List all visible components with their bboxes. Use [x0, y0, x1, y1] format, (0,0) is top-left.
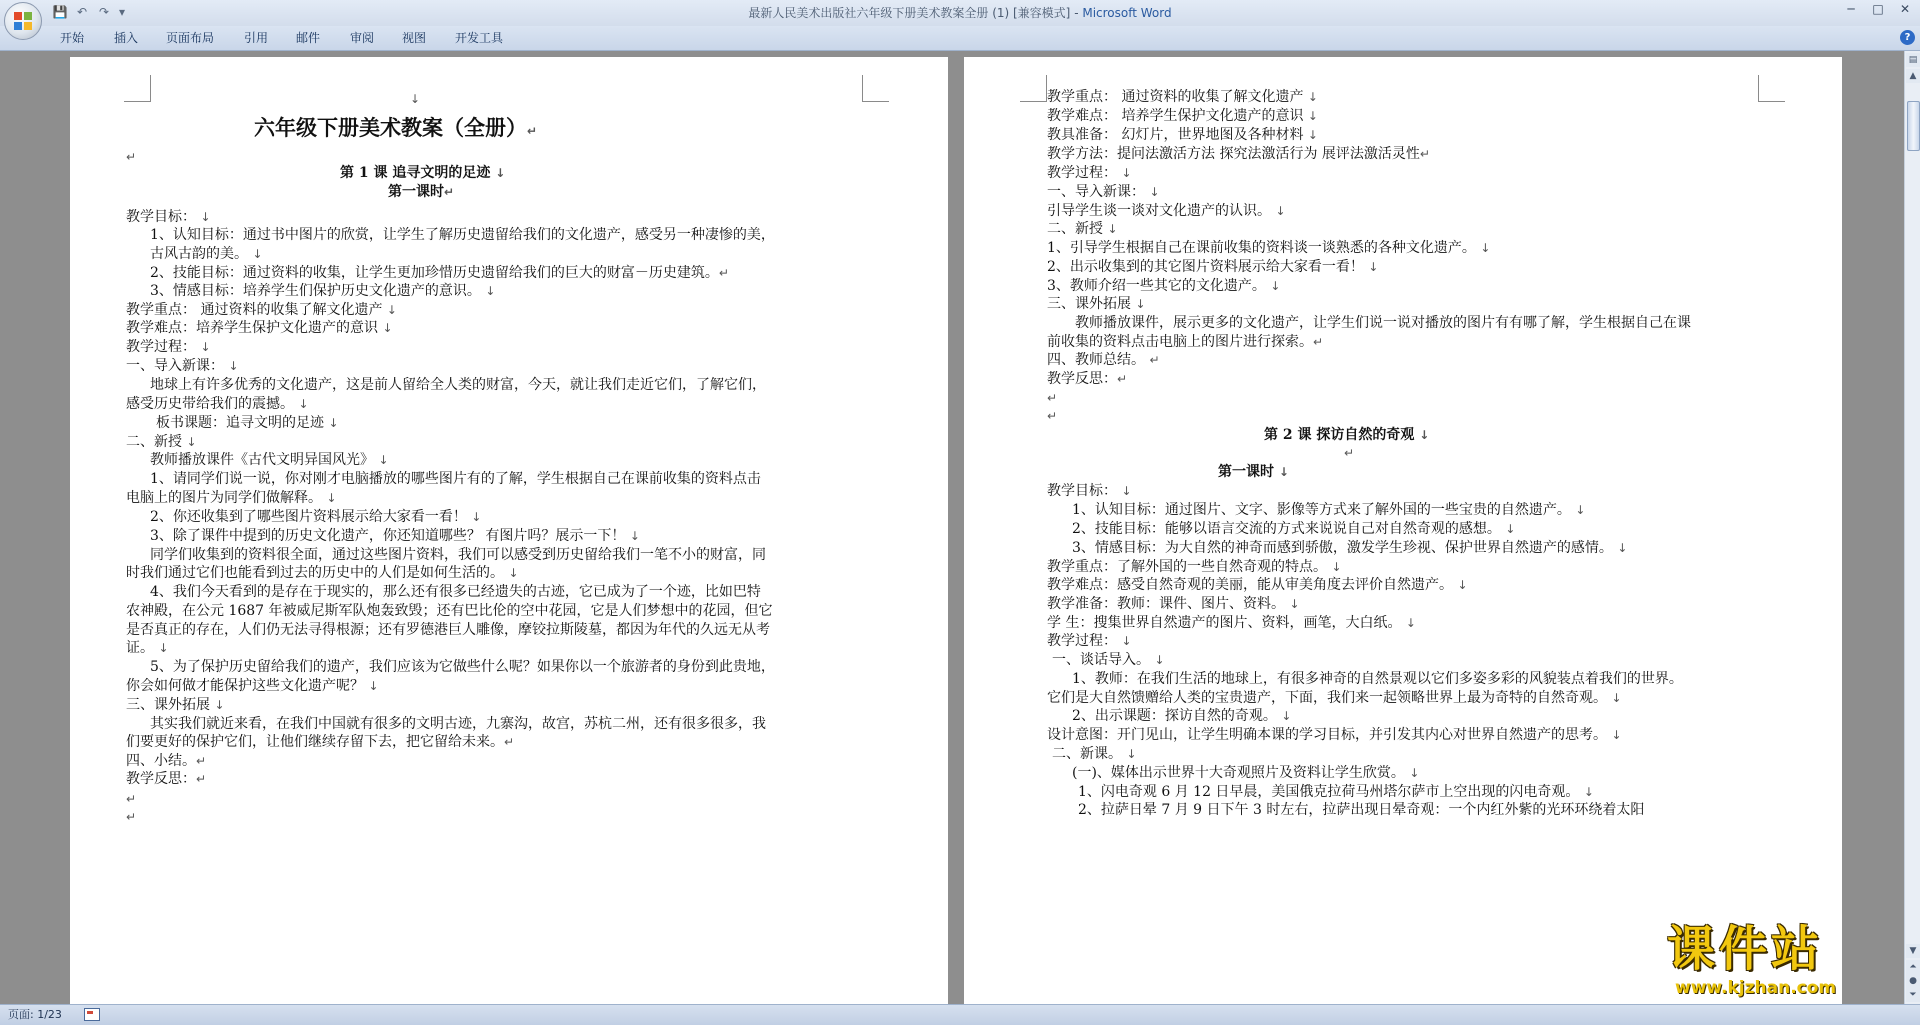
line-text: 六年级下册美术教案（全册）: [254, 115, 527, 140]
text-line[interactable]: [1047, 613, 1416, 633]
paragraph-mark-icon: ↓: [158, 641, 169, 655]
line-text: 5、为了保护历史留给我们的遗产，我们应该为它做些什么呢？如果你以一个旅游者的身份到此贵地，: [150, 659, 775, 675]
save-icon[interactable]: 💾: [52, 5, 68, 19]
text-line[interactable]: [1047, 688, 1622, 708]
text-line[interactable]: [1047, 350, 1160, 370]
title-bar: [0, 0, 1920, 26]
paragraph-mark-icon: ↓: [200, 210, 211, 224]
tab-home[interactable]: 开始: [60, 31, 85, 45]
line-text: 感受历史带给我们的震撼。: [126, 396, 299, 412]
text-line[interactable]: [1072, 519, 1515, 539]
paragraph-mark-icon: ↓: [1583, 785, 1594, 799]
text-line[interactable]: [126, 337, 211, 357]
line-text: 1、闪电奇观 6 月 12 日早晨，美国俄克拉荷马州塔尔萨市上空出现的闪电奇观。: [1078, 784, 1584, 800]
line-text: 它们是大自然馈赠给人类的宝贵遗产，下面，我们来一起领略世界上最为奇特的自然奇观。: [1047, 690, 1612, 706]
tab-references[interactable]: 引用: [244, 31, 269, 45]
text-line[interactable]: [150, 526, 640, 546]
help-icon[interactable]: ?: [1900, 30, 1915, 45]
paragraph-mark-icon: ↓: [1505, 522, 1516, 536]
paragraph-mark-icon: ↵: [1047, 409, 1058, 423]
text-line[interactable]: [126, 695, 225, 715]
paragraph-mark-icon: ↵: [1313, 335, 1324, 349]
office-logo-icon: [14, 12, 32, 30]
line-text: 1、请同学们说一说，你对刚才电脑播放的哪些图片有的了解，学生根据自己在课前收集的资料点击: [150, 471, 761, 487]
paragraph-mark-icon: ↓: [1480, 241, 1491, 255]
crop-mark: [1020, 75, 1047, 102]
window-title: [0, 0, 1920, 26]
paragraph-mark-icon: ↵: [196, 772, 207, 786]
line-text: 第一课时: [388, 184, 444, 200]
text-line[interactable]: [1047, 332, 1323, 352]
line-text: (一)、媒体出示世界十大奇观照片及资料让学生欣赏。: [1072, 765, 1410, 781]
text-line[interactable]: [1047, 575, 1468, 595]
text-line[interactable]: [1047, 631, 1132, 651]
text-line[interactable]: [1047, 201, 1286, 221]
line-text: 一、导入新课：: [1047, 184, 1150, 200]
paragraph-mark-icon: ↵: [1344, 446, 1355, 460]
line-text: 三、课外拓展: [1047, 296, 1136, 312]
text-line[interactable]: [126, 620, 770, 640]
text-line[interactable]: [1072, 669, 1683, 689]
text-line[interactable]: [126, 769, 206, 789]
paragraph-mark-icon: ↓: [378, 453, 389, 467]
paragraph-mark-icon: ↓: [629, 529, 640, 543]
customize-toolbar-icon[interactable]: ▾: [118, 5, 126, 19]
line-text: 学 生：搜集世界自然遗产的图片、资料，画笔，大白纸。: [1047, 615, 1406, 631]
text-line[interactable]: [1047, 276, 1280, 296]
text-line[interactable]: [126, 488, 337, 508]
paragraph-mark-icon: ↓: [1281, 709, 1292, 723]
text-line[interactable]: [1047, 294, 1146, 314]
text-line[interactable]: [1078, 782, 1594, 802]
paragraph-mark-icon: ↓: [1611, 728, 1622, 742]
undo-icon[interactable]: ↶: [76, 5, 88, 19]
text-line[interactable]: [126, 751, 206, 771]
line-text: 教学方法：提问法激活方法 探究法激活行为 展评法激活灵性: [1047, 146, 1420, 162]
text-line[interactable]: [1047, 87, 1318, 107]
scroll-thumb[interactable]: [1907, 101, 1920, 151]
text-line[interactable]: [126, 638, 169, 658]
line-text: 同学们收集到的资料很全面，通过这些图片资料，我们可以感受到历史留给我们一笔不小的财富，同: [150, 547, 766, 563]
line-text: 3、情感目标：为大自然的神奇而感到骄傲，激发学生珍视、保护世界自然遗产的感情。: [1072, 540, 1618, 556]
page-count-indicator[interactable]: 页面: 1/23: [8, 1008, 62, 1021]
paragraph-mark-icon: ↓: [1275, 204, 1286, 218]
vertical-scrollbar[interactable]: [1904, 51, 1920, 1004]
line-text: 3、教师介绍一些其它的文化遗产。: [1047, 278, 1271, 294]
paragraph-mark-icon: ↓: [1270, 279, 1281, 293]
text-line[interactable]: [126, 563, 519, 583]
minimize-button[interactable]: ─: [1847, 2, 1855, 16]
text-line[interactable]: [1344, 443, 1354, 463]
proofing-icon[interactable]: [84, 1008, 100, 1021]
line-text: 第 1 课 追寻文明的足迹: [340, 165, 496, 181]
paragraph-mark-icon: ↓: [495, 166, 506, 180]
paragraph-mark-icon: ↵: [527, 124, 538, 138]
paragraph-mark-icon: ↓: [1126, 747, 1137, 761]
paragraph-mark-icon: ↓: [1419, 428, 1430, 442]
text-line[interactable]: [1047, 725, 1622, 745]
line-text: 引导学生谈一谈对文化遗产的认识。: [1047, 203, 1276, 219]
line-text: 2、拉萨日晕 7 月 9 日下午 3 时左右，拉萨出现日晕奇观：一个内红外紫的光环环绕着太阳: [1078, 802, 1645, 818]
text-line[interactable]: [156, 413, 339, 433]
line-text: 第 2 课 探访自然的奇观: [1264, 427, 1420, 443]
line-text: 1、认知目标：通过图片、文字、影像等方式来了解外国的一些宝贵的自然遗产。: [1072, 502, 1576, 518]
previous-page-icon[interactable]: ⏶: [1906, 960, 1920, 974]
maximize-button[interactable]: □: [1872, 2, 1884, 16]
title-separator: -: [1070, 6, 1083, 20]
paragraph-mark-icon: ↓: [1154, 653, 1165, 667]
paragraph-mark-icon: ↓: [1611, 691, 1622, 705]
line-text: 板书课题：追寻文明的足迹: [156, 415, 329, 431]
paragraph-mark-icon: ↵: [1117, 372, 1128, 386]
scroll-up-icon[interactable]: ▲: [1906, 69, 1920, 83]
tab-mailings[interactable]: 邮件: [296, 31, 321, 45]
text-line[interactable]: [150, 263, 729, 283]
paragraph-mark-icon: ↵: [504, 735, 515, 749]
line-text: 教学过程：: [1047, 633, 1122, 649]
line-text: 教学反思：: [126, 771, 196, 787]
text-line[interactable]: [126, 807, 136, 827]
paragraph-mark-icon: ↓: [1409, 766, 1420, 780]
text-line[interactable]: [126, 300, 397, 320]
text-line[interactable]: [1218, 462, 1289, 482]
line-text: 教学过程：: [1047, 165, 1122, 181]
text-line[interactable]: [1047, 388, 1057, 408]
text-line[interactable]: [150, 507, 481, 527]
line-text: 3、情感目标：培养学生们保护历史文化遗产的意识。: [150, 283, 486, 299]
line-text: 电脑上的图片为同学们做解释。: [126, 490, 327, 506]
text-line[interactable]: [1047, 125, 1318, 145]
paragraph-mark-icon: ↓: [1307, 90, 1318, 104]
line-text: 是否真正的存在，人们仍无法寻得根源；还有罗德港巨人雕像，摩铰拉斯陵墓，都因为年代的久远无从考: [126, 622, 770, 638]
text-line[interactable]: [254, 113, 537, 146]
crop-mark: [124, 75, 151, 102]
paragraph-mark-icon: ↵: [1047, 391, 1058, 405]
text-line[interactable]: [340, 163, 505, 183]
line-text: 四、教师总结。: [1047, 352, 1150, 368]
paragraph-mark-icon: ↓: [200, 340, 211, 354]
paragraph-mark-icon: ↓: [328, 416, 339, 430]
paragraph-mark-icon: ↓: [471, 510, 482, 524]
paragraph-mark-icon: ↓: [368, 679, 379, 693]
line-text: 1、认知目标：通过书中图片的欣赏，让学生了解历史遗留给我们的文化遗产，感受另一种凄惨的美，: [150, 227, 775, 243]
text-line[interactable]: [1052, 744, 1137, 764]
text-line[interactable]: [1047, 481, 1132, 501]
paragraph-mark-icon: ↵: [126, 810, 137, 824]
text-line[interactable]: [1047, 182, 1160, 202]
paragraph-mark-icon: ↓: [1289, 597, 1300, 611]
text-line[interactable]: [150, 225, 775, 245]
line-text: 时我们通过它们也能看到过去的历史中的人们是如何生活的。: [126, 565, 509, 581]
paragraph-mark-icon: ↵: [126, 792, 137, 806]
line-text: 教学重点： 通过资料的收集了解文化遗产: [1047, 89, 1308, 105]
next-page-icon[interactable]: ⏷: [1906, 988, 1920, 1002]
line-text: 第一课时: [1218, 464, 1279, 480]
text-line[interactable]: [1072, 538, 1627, 558]
line-text: 教学过程：: [126, 339, 201, 355]
text-line[interactable]: [126, 318, 393, 338]
text-line[interactable]: [150, 281, 495, 301]
text-line[interactable]: [1047, 144, 1430, 164]
paragraph-mark-icon: ↵: [1419, 147, 1430, 161]
text-line[interactable]: [150, 375, 766, 395]
app-name: Microsoft Word: [1082, 6, 1172, 20]
line-text: 教学目标：: [126, 209, 201, 225]
paragraph-mark-icon: ↓: [1575, 503, 1586, 517]
line-text: 教学重点： 通过资料的收集了解文化遗产: [126, 302, 387, 318]
text-line[interactable]: [410, 89, 420, 109]
line-text: 教师播放课件《古代文明异国风光》: [150, 452, 379, 468]
line-text: 教学重点：了解外国的一些自然奇观的特点。: [1047, 559, 1332, 575]
text-line[interactable]: [1047, 594, 1300, 614]
text-line[interactable]: [150, 657, 775, 677]
document-area: [0, 51, 1904, 1004]
paragraph-mark-icon: ↓: [186, 435, 197, 449]
browse-object-icon[interactable]: ●: [1906, 974, 1920, 988]
text-line[interactable]: [126, 356, 239, 376]
redo-icon[interactable]: ↷: [98, 5, 110, 19]
text-line[interactable]: [150, 244, 263, 264]
line-text: 1、引导学生根据自己在课前收集的资料谈一谈熟悉的各种文化遗产。: [1047, 240, 1481, 256]
paragraph-mark-icon: ↓: [1617, 541, 1628, 555]
text-line[interactable]: [150, 582, 761, 602]
line-text: 4、我们今天看到的是存在于现实的，那么还有很多已经遗失的古迹，它已成为了一个迹，比如巴特: [150, 584, 761, 600]
text-line[interactable]: [126, 732, 514, 752]
paragraph-mark-icon: ↓: [1121, 484, 1132, 498]
text-line[interactable]: [1047, 369, 1127, 389]
watermark-url: www.kjzhan.com: [1675, 978, 1837, 998]
paragraph-mark-icon: ↓: [214, 698, 225, 712]
paragraph-mark-icon: ↓: [1107, 222, 1118, 236]
line-text: 2、你还收集到了哪些图片资料展示给大家看一看！: [150, 509, 472, 525]
line-text: 2、出示收集到的其它图片资料展示给大家看一看！: [1047, 259, 1369, 275]
text-line[interactable]: [1047, 238, 1490, 258]
page-left: [70, 57, 948, 1017]
text-line[interactable]: [1072, 706, 1291, 726]
ruler-toggle-icon[interactable]: ▤: [1906, 53, 1920, 67]
line-text: 前收集的资料点击电脑上的图片进行探索。: [1047, 334, 1313, 350]
text-line[interactable]: [126, 789, 136, 809]
line-text: 证。: [126, 640, 159, 656]
paragraph-mark-icon: ↓: [386, 303, 397, 317]
ribbon-tab-bar: [0, 26, 1920, 51]
paragraph-mark-icon: ↓: [1368, 260, 1379, 274]
paragraph-mark-icon: ↓: [508, 566, 519, 580]
paragraph-mark-icon: ↓: [1278, 465, 1289, 479]
line-text: 3、除了课件中提到的历史文化遗产，你还知道哪些？ 有图片吗？展示一下！: [150, 528, 630, 544]
tab-view[interactable]: 视图: [402, 31, 427, 45]
paragraph-mark-icon: ↓: [1307, 109, 1318, 123]
paragraph-mark-icon: ↓: [1405, 616, 1416, 630]
line-text: 一、谈话导入。: [1052, 652, 1155, 668]
line-text: 农神殿，在公元 1687 年被威尼斯军队炮轰致毁；还有巴比伦的空中花园，它是人们梦想中的花园，但它: [126, 603, 773, 619]
line-text: 教学难点：培养学生保护文化遗产的意识: [126, 320, 383, 336]
paragraph-mark-icon: ↓: [228, 359, 239, 373]
paragraph-mark-icon: ↓: [1457, 578, 1468, 592]
text-line[interactable]: [1047, 219, 1118, 239]
line-text: 地球上有许多优秀的文化遗产，这是前人留给全人类的财富，今天，就让我们走近它们，了解它们，: [150, 377, 766, 393]
paragraph-mark-icon: ↓: [298, 397, 309, 411]
text-line[interactable]: [1047, 406, 1057, 426]
text-line[interactable]: [1047, 163, 1132, 183]
text-line[interactable]: [150, 469, 761, 489]
paragraph-mark-icon: ↓: [382, 321, 393, 335]
paragraph-mark-icon: ↵: [718, 266, 729, 280]
text-line[interactable]: [1072, 500, 1585, 520]
text-line[interactable]: [1047, 257, 1378, 277]
text-line[interactable]: [126, 147, 136, 167]
close-button[interactable]: ✕: [1899, 2, 1911, 16]
paragraph-mark-icon: ↓: [1307, 128, 1318, 142]
text-line[interactable]: [1072, 763, 1419, 783]
line-text: 教具准备： 幻灯片，世界地图及各种材料: [1047, 127, 1308, 143]
watermark-logo: [1655, 920, 1905, 1004]
paragraph-mark-icon: ↵: [126, 150, 137, 164]
watermark-title: 课件站: [1667, 921, 1824, 977]
line-text: 1、教师：在我们生活的地球上，有很多神奇的自然景观以它们多姿多彩的风貌装点着我们的世界。: [1072, 671, 1683, 687]
paragraph-mark-icon: ↵: [196, 754, 207, 768]
line-text: 2、技能目标：通过资料的收集，让学生更加珍惜历史遗留给我们的巨大的财富－历史建筑。: [150, 265, 719, 281]
text-line[interactable]: [150, 714, 766, 734]
paragraph-mark-icon: ↓: [252, 247, 263, 261]
line-text: 二、新课。: [1052, 746, 1127, 762]
text-line[interactable]: [1052, 650, 1165, 670]
line-text: 们要更好的保护它们，让他们继续存留下去，把它留给未来。: [126, 734, 504, 750]
status-bar: [0, 1004, 1920, 1025]
text-line[interactable]: [126, 432, 197, 452]
text-line[interactable]: [150, 450, 389, 470]
text-line[interactable]: [150, 545, 766, 565]
paragraph-mark-icon: ↵: [1149, 353, 1160, 367]
line-text: 教学反思：: [1047, 371, 1117, 387]
line-text: 其实我们就近来看，在我们中国就有很多的文明古迹，九寨沟，故宫，苏杭二州，还有很多很多，我: [150, 716, 766, 732]
text-line[interactable]: [1264, 425, 1429, 445]
paragraph-mark-icon: ↓: [1121, 634, 1132, 648]
paragraph-mark-icon: ↵: [444, 185, 455, 199]
line-text: 二、新授: [126, 434, 187, 450]
paragraph-mark-icon: ↓: [410, 92, 421, 106]
paragraph-mark-icon: ↓: [1135, 297, 1146, 311]
line-text: 2、出示课题：探访自然的奇观。: [1072, 708, 1282, 724]
text-line[interactable]: [1078, 800, 1644, 820]
text-line[interactable]: [126, 601, 773, 621]
paragraph-mark-icon: ↓: [326, 491, 337, 505]
text-line[interactable]: [1047, 557, 1342, 577]
scroll-down-icon[interactable]: ▼: [1906, 944, 1920, 958]
crop-mark: [862, 75, 889, 102]
line-text: 设计意图：开门见山，让学生明确本课的学习目标，并引发其内心对世界自然遗产的思考。: [1047, 727, 1612, 743]
line-text: 二、新授: [1047, 221, 1108, 237]
office-button[interactable]: [4, 2, 42, 40]
line-text: 四、小结。: [126, 753, 196, 769]
line-text: 古风古韵的美。: [150, 246, 253, 262]
text-line[interactable]: [1075, 313, 1691, 333]
paragraph-mark-icon: ↓: [1149, 185, 1160, 199]
paragraph-mark-icon: ↓: [1331, 560, 1342, 574]
line-text: 教学准备：教师：课件、图片、资料。: [1047, 596, 1290, 612]
document-title: 最新人民美术出版社六年级下册美术教案全册 (1) [兼容模式]: [748, 6, 1071, 20]
line-text: 教学难点： 培养学生保护文化遗产的意识: [1047, 108, 1308, 124]
tab-review[interactable]: 审阅: [350, 31, 375, 45]
line-text: 一、导入新课：: [126, 358, 229, 374]
tab-insert[interactable]: 插入: [114, 31, 139, 45]
line-text: 2、技能目标：能够以语言交流的方式来说说自己对自然奇观的感想。: [1072, 521, 1506, 537]
paragraph-mark-icon: ↓: [485, 284, 496, 298]
line-text: 你会如何做才能保护这些文化遗产呢？: [126, 678, 369, 694]
text-line[interactable]: [1047, 106, 1318, 126]
crop-mark: [1758, 75, 1785, 102]
paragraph-mark-icon: ↓: [1121, 166, 1132, 180]
line-text: 教学难点：感受自然奇观的美丽，能从审美角度去评价自然遗产。: [1047, 577, 1458, 593]
tab-page-layout[interactable]: 页面布局: [166, 31, 215, 45]
page-right: [964, 57, 1842, 1017]
line-text: 教师播放课件，展示更多的文化遗产，让学生们说一说对播放的图片有有哪了解，学生根据自己在课: [1075, 315, 1691, 331]
tab-developer[interactable]: 开发工具: [455, 31, 504, 45]
text-line[interactable]: [126, 676, 379, 696]
line-text: 教学目标：: [1047, 483, 1122, 499]
text-line[interactable]: [388, 182, 454, 202]
text-line[interactable]: [126, 207, 211, 227]
text-line[interactable]: [126, 394, 309, 414]
line-text: 三、课外拓展: [126, 697, 215, 713]
